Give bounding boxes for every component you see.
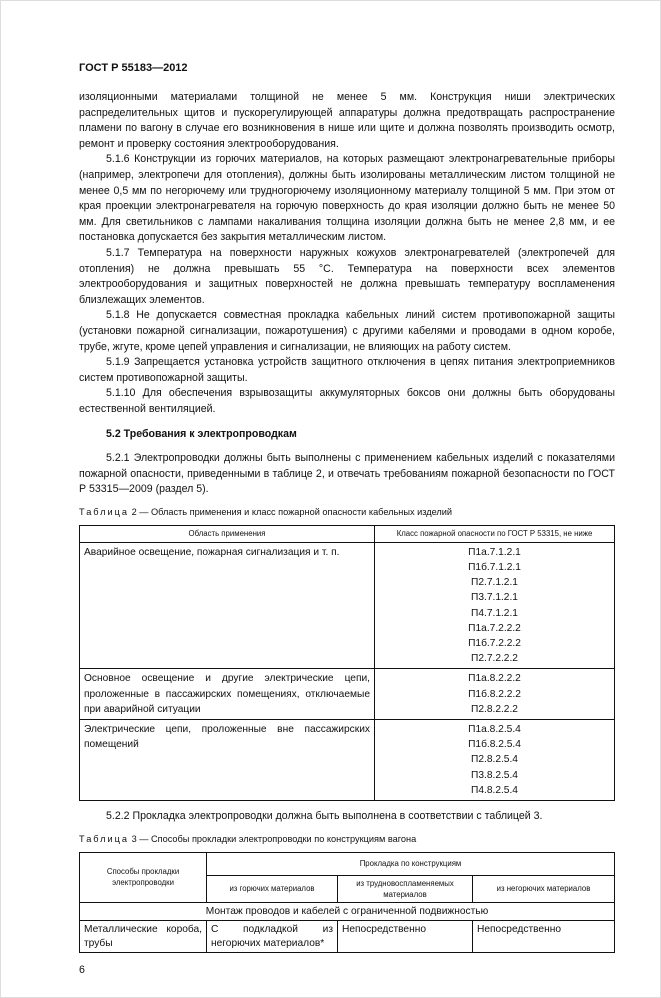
table-cell: Аварийное освещение, пожарная сигнализация и т. п. bbox=[80, 542, 375, 669]
table-cell: С подкладкой из негорючих материалов* bbox=[207, 921, 338, 953]
column-header: Класс пожарной опасности по ГОСТ Р 53315, не ниже bbox=[375, 525, 615, 542]
paragraph-5-1-8: 5.1.8 Не допускается совместная прокладка кабельных линий систем противопожарной защиты (установки пожарной сигнализации, пожаротушения) с другими кабелями и проводами в одном коробе, трубе, жгуте, кроме цепей управления и сигнализации, не влияющих на работу систем. bbox=[79, 309, 615, 353]
table-cell: Электрические цепи, проложенные вне пассажирских помещений bbox=[80, 720, 375, 801]
table-header-row bbox=[80, 525, 615, 542]
table-3 bbox=[79, 852, 615, 954]
table-cell: П1а.7.1.2.1 П1б.7.1.2.1 П2.7.1.2.1 П3.7.1.2.1 П4.7.1.2.1 П1а.7.2.2.2 П1б.7.2.2.2 П2.7.2.2.2 bbox=[375, 542, 615, 669]
caption-text: 2 — Область применения и класс пожарной опасности кабельных изделий bbox=[131, 506, 453, 517]
table-row bbox=[80, 669, 615, 720]
page-number: 6 bbox=[79, 964, 85, 977]
caption-text: 3 — Способы прокладки электропроводки по конструкциям вагона bbox=[131, 833, 417, 844]
document-header: ГОСТ Р 55183—2012 bbox=[79, 62, 188, 74]
column-header: Область применения bbox=[80, 525, 375, 542]
column-header: из негорючих материалов bbox=[473, 875, 615, 902]
table-row bbox=[80, 720, 615, 801]
table3-caption bbox=[79, 833, 615, 846]
table-cell: Основное освещение и другие электрические цепи, проложенные в пассажирских помещениях, отключаемые при аварийной ситуации bbox=[80, 669, 375, 720]
table-2 bbox=[79, 525, 615, 801]
paragraph: изоляционными материалами толщиной не менее 5 мм. Конструкция ниши электрических распределительных щитов и пускорегулирующей аппаратуры должна предотвращать распространение пламени по вагону в случае его возникновения в нише или щите и должна позволять производить осмотр, ремонт и проверку состояния электрооборудования. bbox=[79, 91, 615, 150]
paragraph-5-1-7: 5.1.7 Температура на поверхности наружных кожухов электронагревателей (электропечей для отопления) не должна превышать 55 °С. Температура на поверхности всех элементов электрооборудования и защитных поверхностей не должна превышать температуру воспламенения близлежащих элементов. bbox=[79, 246, 615, 306]
paragraph-5-1-6: 5.1.6 Конструкции из горючих материалов, на которых размещают электронагревательные приборы (например, электропечи для отопления), должны быть изолированы металлическим листом толщиной не менее 0,5 мм по негорючему или трудногорючему изоляционному материалу толщиной 5 мм. При этом от края проекции электронагревателя на горючую поверхность до края изоляции должно быть не менее 50 мм. Для светильников с лампами накаливания толщина изоляции должна быть не менее 2,8 мм, и ее постановка допускается без закрытия металлическим листом. bbox=[79, 153, 615, 244]
table-cell: П1а.8.2.5.4 П1б.8.2.5.4 П2.8.2.5.4 П3.8.2.5.4 П4.8.2.5.4 bbox=[375, 720, 615, 801]
caption-label: Таблица bbox=[79, 833, 130, 844]
table-header-row bbox=[80, 852, 615, 875]
group-header: Прокладка по конструкциям bbox=[207, 852, 615, 875]
document-page bbox=[79, 1, 615, 997]
paragraph-5-1-9: 5.1.9 Запрещается установка устройств защитного отключения в цепях питания электроприемников систем противопожарной защиты. bbox=[79, 356, 615, 384]
paragraph-5-2-1: 5.2.1 Электропроводки должны быть выполнены с применением кабельных изделий с показателями пожарной опасности, приведенными в таблице 2, и отвечать требованиям пожарной безопасности по ГОСТ Р 53315—2009 (раздел 5). bbox=[79, 452, 615, 496]
table-cell: Металлические короба, трубы bbox=[80, 921, 207, 953]
table-row bbox=[80, 542, 615, 669]
table-cell: Непосредственно bbox=[473, 921, 615, 953]
column-header: из трудновоспламеняемых материалов bbox=[338, 875, 473, 902]
paragraph-5-1-10: 5.1.10 Для обеспечения взрывозащиты аккумуляторных боксов они должны быть оборудованы естественной вентиляцией. bbox=[79, 387, 615, 415]
table-row bbox=[80, 921, 615, 953]
body-text bbox=[79, 90, 615, 417]
paragraph-5-2-2: 5.2.2 Прокладка электропроводки должна быть выполнена в соответствии с таблицей 3. bbox=[106, 810, 543, 823]
column-header: из горючих материалов bbox=[207, 875, 338, 902]
table-cell: П1а.8.2.2.2 П1б.8.2.2.2 П2.8.2.2.2 bbox=[375, 669, 615, 720]
table-cell: Непосредственно bbox=[338, 921, 473, 953]
table2-caption bbox=[79, 506, 615, 519]
table-cell: Монтаж проводов и кабелей с ограниченной подвижностью bbox=[80, 902, 615, 921]
section-row bbox=[80, 902, 615, 921]
section-heading: 5.2 Требования к электропроводкам bbox=[106, 428, 297, 441]
caption-label: Таблица bbox=[79, 506, 130, 517]
column-header: Способы прокладки электропроводки bbox=[80, 852, 207, 902]
